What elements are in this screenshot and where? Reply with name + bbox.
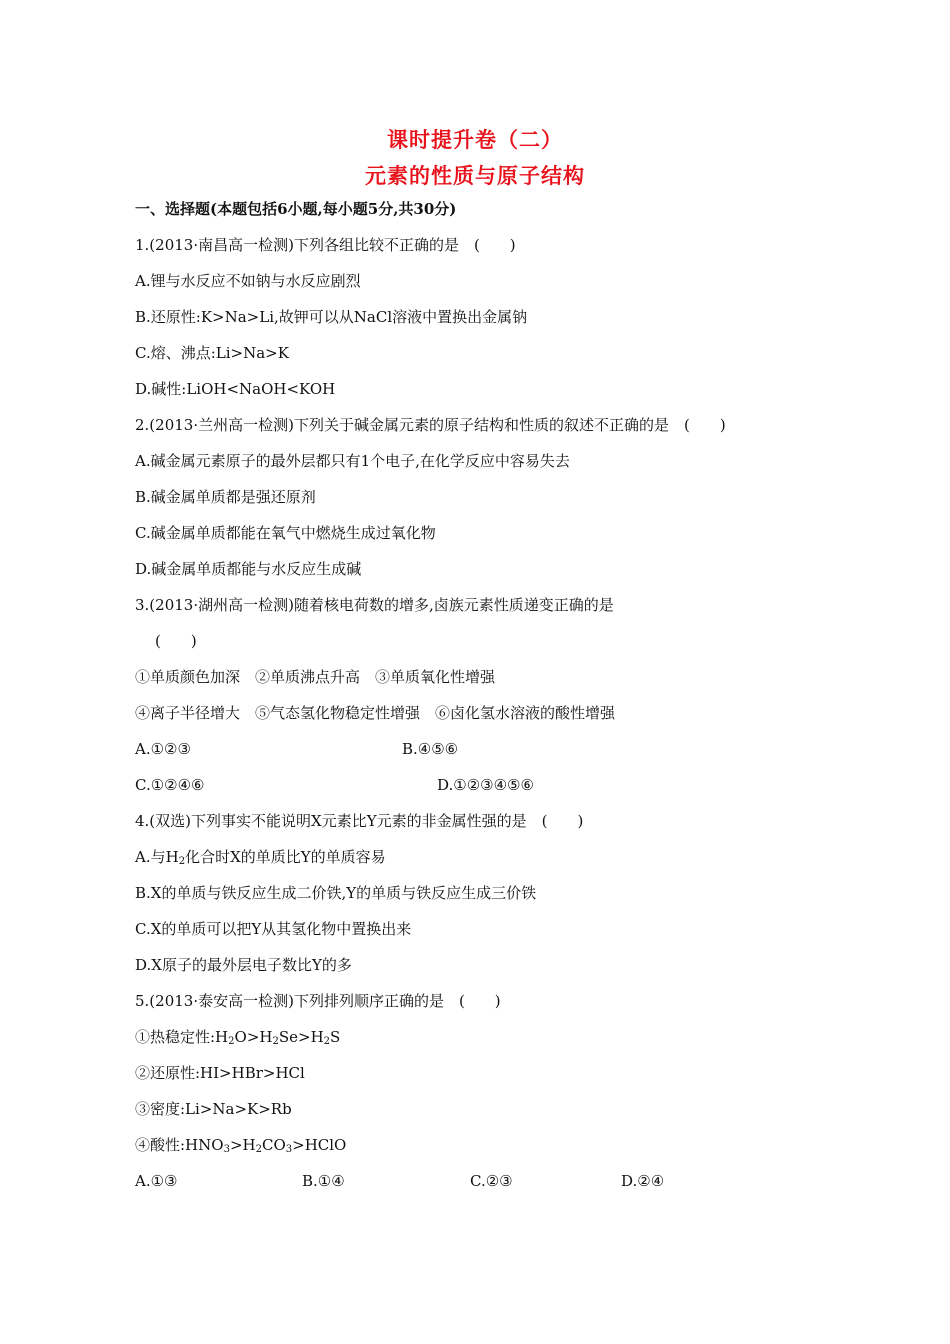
- question-4-option-b: B.X的单质与铁反应生成二价铁,Y的单质与铁反应生成三价铁: [135, 884, 537, 902]
- question-3-items-1: ①单质颜色加深 ②单质沸点升高 ③单质氧化性增强: [135, 668, 496, 686]
- question-5-option-a: A.①③: [135, 1172, 178, 1190]
- question-3-option-d: D.①②③④⑤⑥: [437, 776, 534, 794]
- question-1-option-c: C.熔、沸点:Li>Na>K: [135, 344, 289, 362]
- question-5-option-b: B.①④: [302, 1172, 345, 1190]
- question-2-option-d: D.碱金属单质都能与水反应生成碱: [135, 560, 362, 578]
- question-4-stem: 4.(双选)下列事实不能说明X元素比Y元素的非金属性强的是 ( ): [135, 812, 584, 830]
- question-5-option-c: C.②③: [470, 1172, 513, 1190]
- question-5-option-d: D.②④: [621, 1172, 665, 1190]
- question-3-answer-paren: ( ): [155, 632, 197, 650]
- question-3-option-c: C.①②④⑥: [135, 776, 205, 794]
- question-5-item-3: ③密度:Li>Na>K>Rb: [135, 1100, 292, 1118]
- question-1-option-a: A.锂与水反应不如钠与水反应剧烈: [135, 272, 361, 290]
- question-5-item-1: ①热稳定性$:H_2O>H_2Se>H_2S$: [135, 1028, 341, 1047]
- section-heading: 一、选择题(本题包括6小题,每小题5分,共30分): [135, 200, 457, 218]
- question-4-option-d: D.X原子的最外层电子数比Y的多: [135, 956, 352, 974]
- question-4-option-a: A.与$H_2$化合时X的单质比Y的单质容易: [135, 848, 386, 867]
- question-2-option-a: A.碱金属元素原子的最外层都只有1个电子,在化学反应中容易失去: [135, 452, 570, 470]
- question-1-stem: 1.(2013·南昌高一检测)下列各组比较不正确的是 ( ): [135, 236, 516, 254]
- question-5-item-2: ②还原性:HI>HBr>HCl: [135, 1064, 305, 1082]
- page-title: 课时提升卷（二）: [387, 127, 563, 152]
- question-3-stem: 3.(2013·湖州高一检测)随着核电荷数的增多,卤族元素性质递变正确的是: [135, 596, 614, 614]
- question-2-stem: 2.(2013·兰州高一检测)下列关于碱金属元素的原子结构和性质的叙述不正确的是 ( ): [135, 416, 726, 434]
- question-5-item-4: ④酸性$:HNO_3>H_2CO_3>HClO$: [135, 1136, 347, 1155]
- question-3-items-2: ④离子半径增大 ⑤气态氢化物稳定性增强 ⑥卤化氢水溶液的酸性增强: [135, 704, 616, 722]
- question-5-stem: 5.(2013·泰安高一检测)下列排列顺序正确的是 ( ): [135, 992, 501, 1010]
- question-1-option-d: D.碱性:LiOH<NaOH<KOH: [135, 380, 336, 398]
- question-1-option-b: B.还原性:K>Na>Li,故钾可以从NaCl溶液中置换出金属钠: [135, 308, 528, 326]
- page-subtitle: 元素的性质与原子结构: [365, 163, 585, 188]
- question-2-option-c: C.碱金属单质都能在氧气中燃烧生成过氧化物: [135, 524, 436, 542]
- question-4-option-c: C.X的单质可以把Y从其氢化物中置换出来: [135, 920, 412, 938]
- question-3-option-b: B.④⑤⑥: [402, 740, 459, 758]
- question-2-option-b: B.碱金属单质都是强还原剂: [135, 488, 316, 506]
- question-3-option-a: A.①②③: [135, 740, 191, 758]
